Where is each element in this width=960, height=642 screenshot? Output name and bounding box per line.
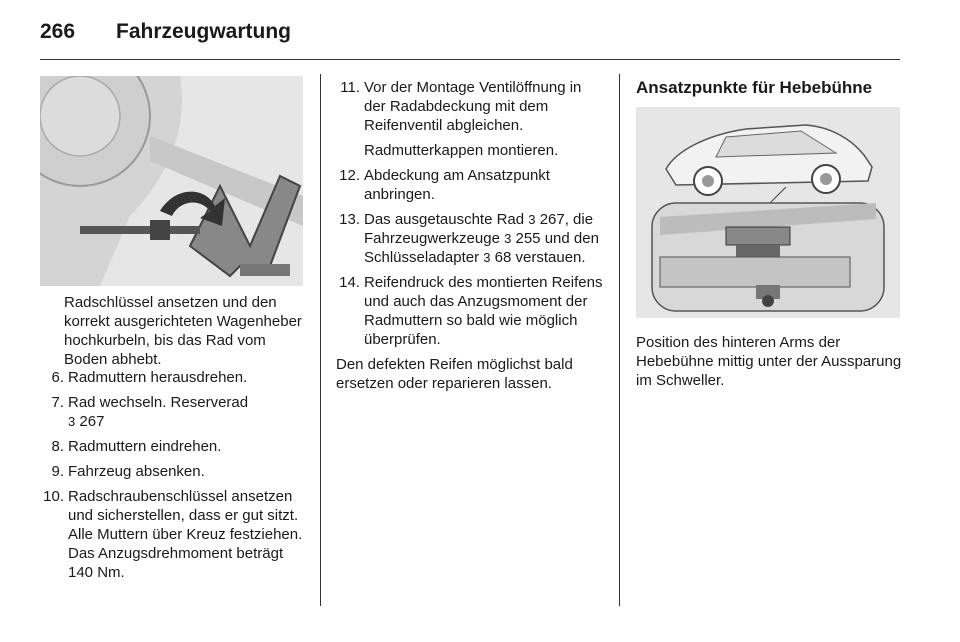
list-item: 6. Radmuttern herausdrehen. (51, 369, 248, 386)
page-reference-icon: 3 (483, 250, 491, 265)
page-reference-icon: 3 (504, 231, 512, 246)
list-item: 8. Radmuttern eindrehen. (51, 438, 222, 455)
header-rule (40, 59, 900, 60)
list-item: 11. Vor der Montage Ventilöffnung in der Radabdeckung mit dem Reifenventil abgleichen. Radmutterkappen montieren. (340, 79, 582, 159)
list-item: 9. Fahrzeug absenken. (51, 463, 205, 480)
page-number: 266 (40, 20, 76, 43)
column-divider (320, 74, 321, 606)
column-divider (619, 74, 620, 606)
jack-illustration (40, 76, 303, 286)
list-item: 13. Das ausgetauschte Rad 3 267, die Fahrzeugwerkzeuge 3 255 und den Schlüsseladapter 3 68 verstauen. (339, 211, 599, 266)
column-1-list (40, 368, 304, 588)
column-2-list (336, 78, 604, 393)
jack-caption: Radschlüssel ansetzen und den korrekt ausgerichteten Wagenheber hochkurbeln, bis das Rad vom Boden abhebt. (64, 294, 302, 368)
list-item: 7. Rad wechseln. Reserverad 3 267 (51, 394, 249, 430)
lift-caption: Position des hinteren Arms der Hebebühne mittig unter der Aussparung im Schweller. (636, 334, 902, 389)
closing-paragraph: Den defekten Reifen möglichst bald ersetzen oder reparieren lassen. (336, 356, 573, 392)
list-item: 12. Abdeckung am Ansatzpunkt anbringen. (339, 167, 550, 203)
page-reference[interactable]: 267 (79, 413, 105, 430)
lift-point-illustration (636, 107, 900, 318)
page-title: Fahrzeugwartung (116, 20, 292, 43)
page-reference[interactable]: 255 (515, 230, 541, 247)
page-reference[interactable]: 267 (539, 211, 565, 228)
page-reference[interactable]: 68 (494, 249, 512, 266)
section-heading: Ansatzpunkte für Hebebühne (636, 78, 873, 97)
page-reference-icon: 3 (528, 212, 536, 227)
list-item: 10. Radschraubenschlüssel ansetzen und sicherstellen, dass er gut sitzt. Alle Muttern über Kreuz festziehen. Das Anzugsdrehmoment beträgt 140 Nm. (43, 488, 303, 581)
page-reference-icon: 3 (68, 414, 76, 429)
list-item: 14. Reifendruck des montierten Reifens und auch das Anzugsmoment der Radmuttern so bald wie möglich überprüfen. (339, 274, 603, 348)
